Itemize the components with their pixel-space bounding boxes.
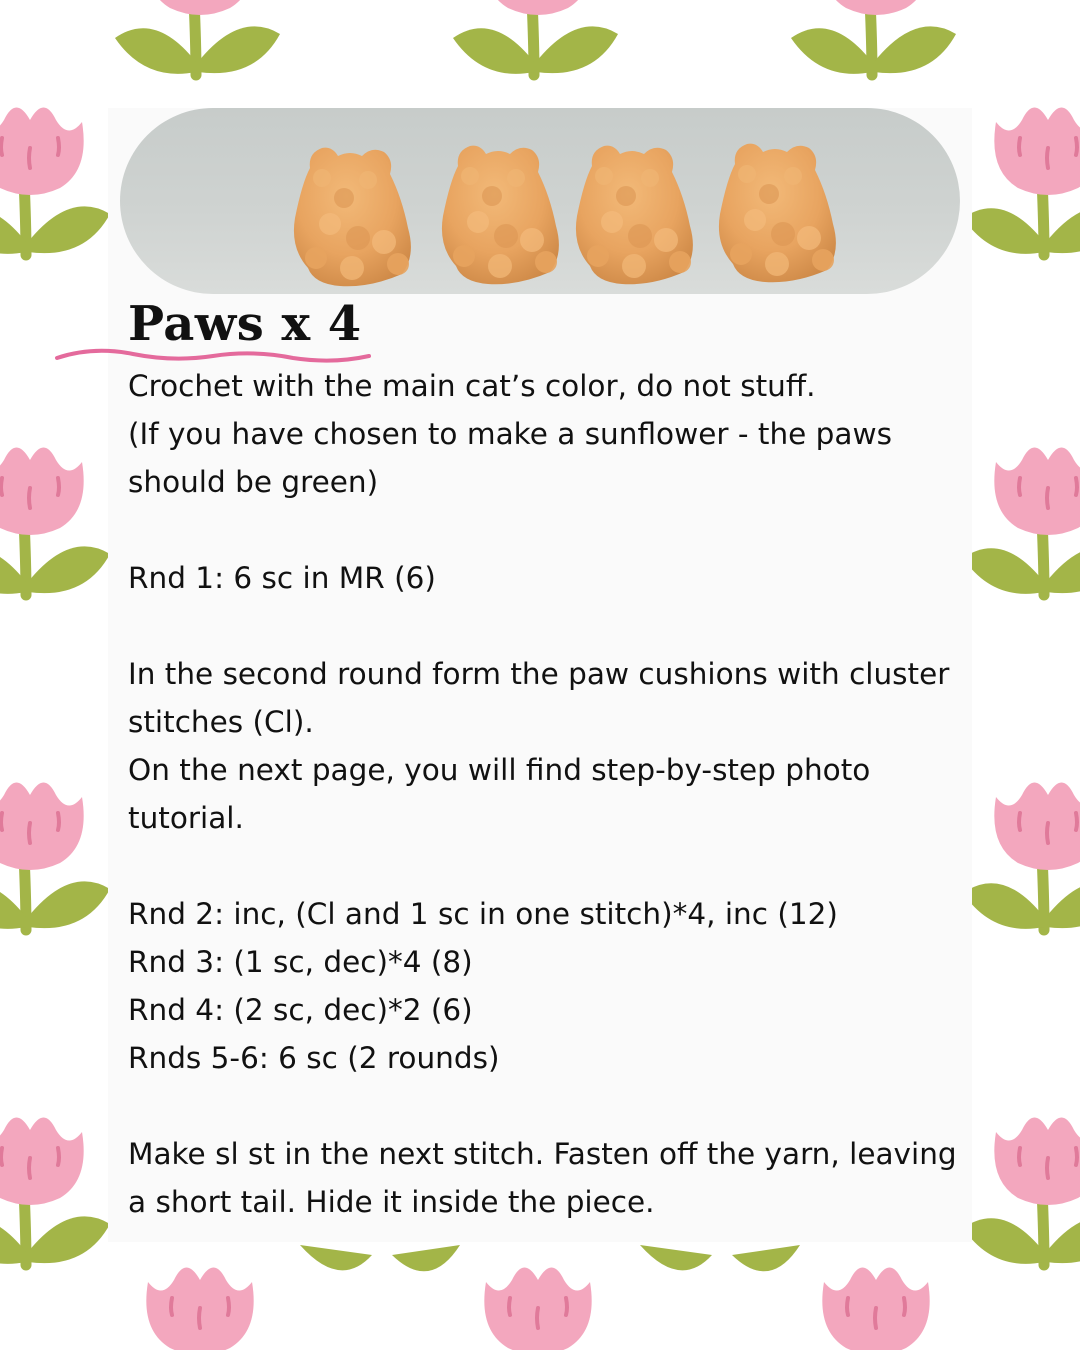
paw-4 bbox=[719, 144, 836, 283]
instructions-body bbox=[128, 362, 958, 1226]
round-1-instruction: Rnd 1: 6 sc in MR (6) bbox=[128, 561, 436, 595]
pattern-card bbox=[108, 108, 972, 1242]
note-line-2: On the next page, you will find step-by-step photo tutorial. bbox=[128, 753, 871, 835]
page-title: Paws x 4 bbox=[128, 296, 362, 352]
paw-2 bbox=[442, 146, 559, 285]
paw-1 bbox=[294, 148, 411, 287]
crochet-paws-photo bbox=[120, 108, 960, 294]
round-2-instruction: Rnd 2: inc, (Cl and 1 sc in one stitch)*4, inc (12) bbox=[128, 897, 838, 931]
round-4-instruction: Rnd 4: (2 sc, dec)*2 (6) bbox=[128, 993, 473, 1027]
rounds-5-6-instruction: Rnds 5-6: 6 sc (2 rounds) bbox=[128, 1041, 500, 1075]
note-line-1: In the second round form the paw cushions with cluster stitches (Cl). bbox=[128, 657, 950, 739]
paw-3 bbox=[576, 146, 693, 285]
intro-line-2: (If you have chosen to make a sunflower - the paws should be green) bbox=[128, 417, 892, 499]
intro-line-1: Crochet with the main cat’s color, do not stuff. bbox=[128, 369, 816, 403]
round-3-instruction: Rnd 3: (1 sc, dec)*4 (8) bbox=[128, 945, 473, 979]
finish-instruction: Make sl st in the next stitch. Fasten off the yarn, leaving a short tail. Hide it inside the piece. bbox=[128, 1137, 957, 1219]
